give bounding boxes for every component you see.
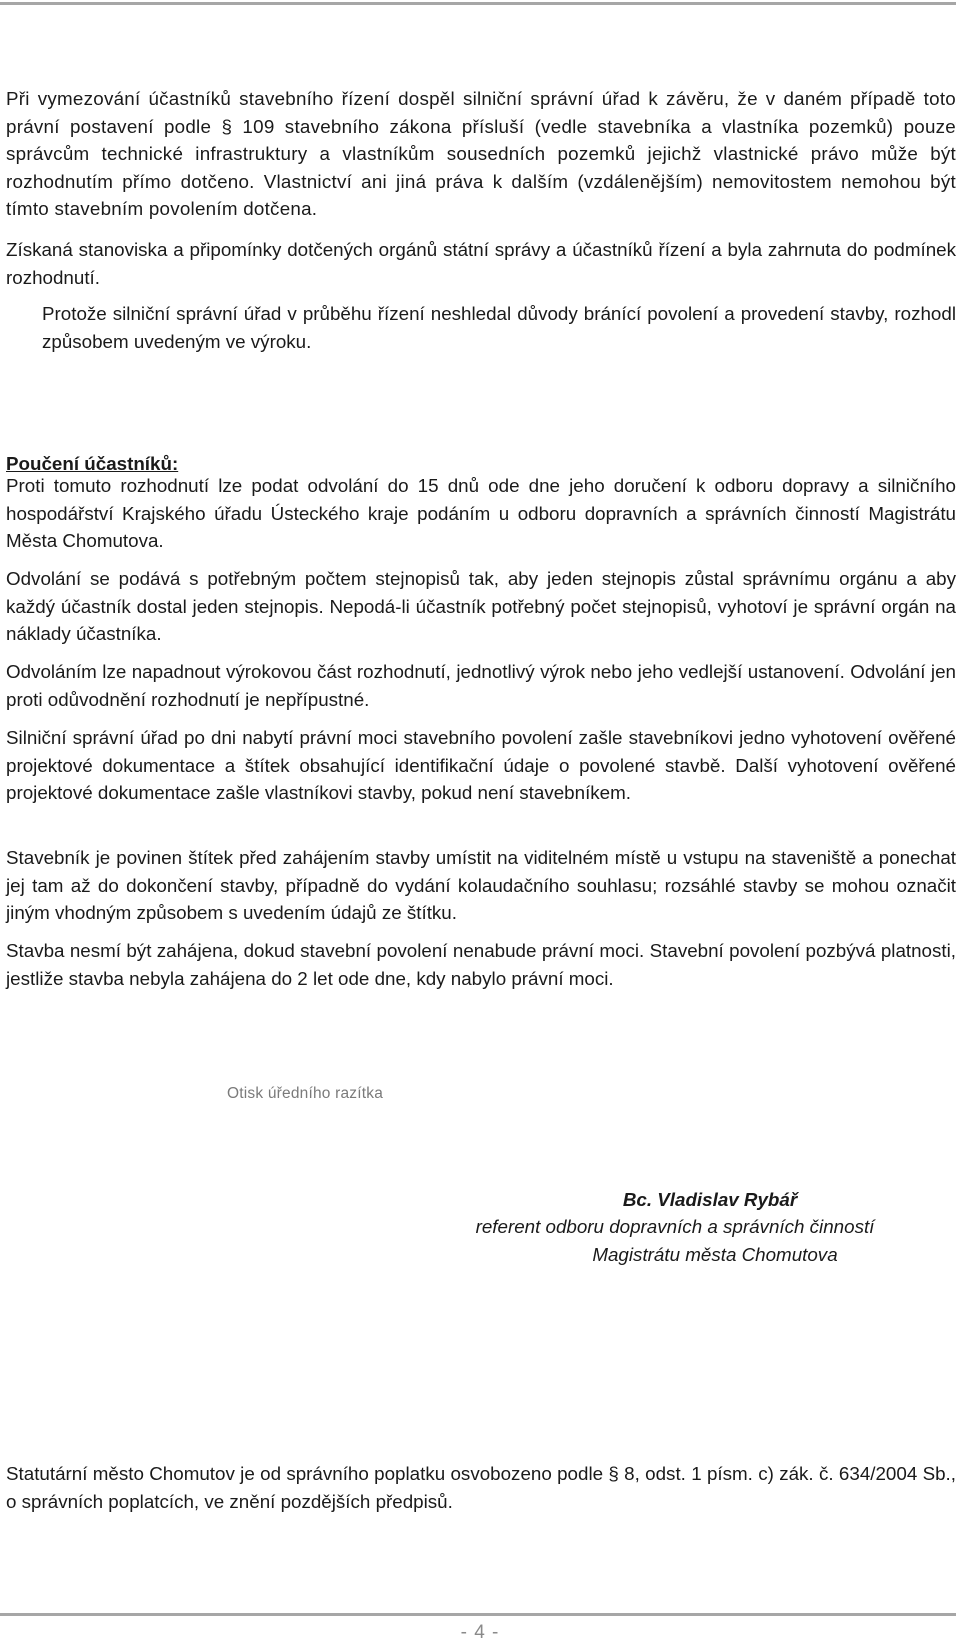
paragraph-validity: Stavba nesmí být zahájena, dokud stavební povolení nenabude právní moci. Stavební povolení pozbývá platnosti, jestliže stavba nebyla zahájena do 2 let ode dne, kdy nabylo právní moci. xyxy=(6,940,956,989)
paragraph-appeal-deadline: Proti tomuto rozhodnutí lze podat odvolání do 15 dnů ode dne jeho doručení k odboru dopravy a silničního hospodářství Krajského úřadu Ústeckého kraje podáním u odboru dopravních a správních činností Magistrátu Města Chomutova. xyxy=(6,475,956,551)
bottom-rule xyxy=(0,1613,956,1616)
instruction-heading: Poučení účastníků: xyxy=(6,453,179,474)
page-number: - 4 - xyxy=(460,1622,500,1643)
paragraph-appeal-copies: Odvolání se podává s potřebným počtem stejnopisů tak, aby jeden stejnopis zůstal správnímu orgánu a aby každý účastník dostal jeden stejnopis. Nepodá-li účastník potřebný počet stejnopisů, vyhotoví je správní orgán na náklady účastníka. xyxy=(6,568,956,644)
paragraph-documentation: Silniční správní úřad po dni nabytí právní moci stavebního povolení zašle stavebníkovi jedno vyhotovení ověřené projektové dokumentace a štítek obsahující identifikační údaje o povolené stavbě. Další vyhotovení ověřené projektové dokumentace zašle vlastníkovi stavby, pokud není stavebníkem. xyxy=(6,727,956,803)
paragraph-ownership-text: Vlastnictví ani jiná práva k dalším (vzdálenějším) nemovitostem nemohou být tímto stavebním povolením dotčena. xyxy=(6,170,956,219)
stamp-placeholder: Otisk úředního razítka xyxy=(227,1085,384,1102)
paragraph-participants xyxy=(6,85,956,223)
signatory-organization: Magistrátu města Chomutova xyxy=(592,1244,838,1265)
signatory-name: Bc. Vladislav Rybář xyxy=(622,1189,798,1210)
paragraph-label-placement: Stavebník je povinen štítek před zahájením stavby umístit na viditelném místě u vstupu na staveniště a ponechat jej tam až do dokončení stavby, případně do vydání kolaudačního souhlasu; rozsáhlé stavby se mohou označit jiným vhodným způsobem s uvedením údajů ze štítku. xyxy=(6,847,956,923)
paragraph-appeal-scope: Odvoláním lze napadnout výrokovou část rozhodnutí, jednotlivý výrok nebo jeho vedlejší ustanovení. Odvolání jen proti odůvodnění rozhodnutí je nepřípustné. xyxy=(6,661,956,710)
signatory-role: referent odboru dopravních a správních činností xyxy=(475,1216,875,1237)
paragraph-decision: Protože silniční správní úřad v průběhu řízení neshledal důvody bránící povolení a provedení stavby, rozhodl způsobem uvedeným ve výroku. xyxy=(42,303,956,352)
top-rule xyxy=(0,2,956,5)
fee-exemption-note: Statutární město Chomutov je od správního poplatku osvobozeno podle § 8, odst. 1 písm. c) zák. č. 634/2004 Sb., o správních poplatcích, ve znění pozdějších předpisů. xyxy=(6,1463,956,1512)
paragraph-participants-text: Při vymezování účastníků stavebního řízení dospěl silniční správní úřad k závěru, že v daném případě toto právní postavení podle § 109 stavebního zákona přísluší (vedle stavebníka a vlastníka pozemků) pouze správcům technické infrastruktury a vlastníkům sousedních pozemků jejichž vlastnické právo může být rozhodnutím přímo dotčeno. xyxy=(6,88,956,192)
paragraph-opinions: Získaná stanoviska a připomínky dotčených orgánů státní správy a účastníků řízení a byla zahrnuta do podmínek rozhodnutí. xyxy=(6,239,956,288)
